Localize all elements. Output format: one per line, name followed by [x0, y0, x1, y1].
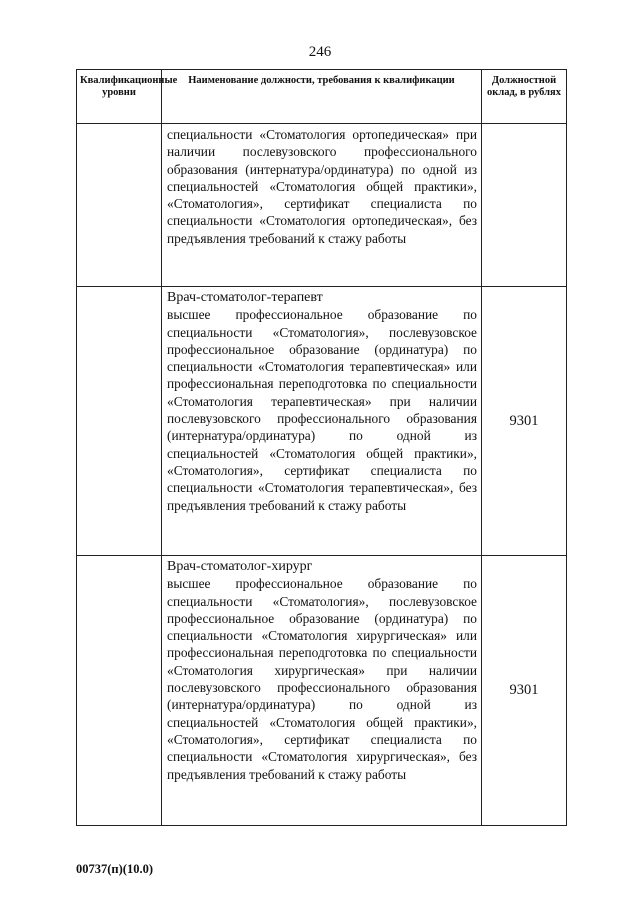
position-title: Врач-стоматолог-хирург [167, 559, 313, 574]
requirements-cell [162, 124, 482, 287]
requirements-text: специальности «Стоматология ортопедическая» при наличии послевузовского профессионального образования (интернатура/ординатура) по одной из специальностей «Стоматология общей практики», «Стоматология», сертификат специалиста по специальности «Стоматология ортопедическая», без предъявления требований к стажу работы [167, 127, 477, 246]
qualification-table [76, 69, 567, 826]
requirements-text: высшее профессиональное образование по специальности «Стоматология», послевузовское профессиональное образование (ординатура) по специальности «Стоматология хирургическая» или профессиональная переподготовка по специальности «Стоматология хирургическая» при наличии послевузовского профессионального образования (интернатура/ординатура) по одной из специальностей «Стоматология общей практики», «Стоматология», сертификат специалиста по специальности «Стоматология хирургическая», без предъявления требований к стажу работы [167, 576, 477, 782]
table-row [77, 124, 567, 287]
header-position: Наименование должности, требования к квалификации [162, 70, 482, 124]
salary-cell [482, 124, 567, 287]
table-row [77, 556, 567, 826]
position-title: Врач-стоматолог-терапевт [167, 290, 323, 305]
salary-cell: 9301 [482, 287, 567, 556]
header-level: Квалификационные уровни [77, 70, 162, 124]
level-cell [77, 287, 162, 556]
salary-cell: 9301 [482, 556, 567, 826]
table-row [77, 287, 567, 556]
document-code: 00737(п)(10.0) [76, 862, 153, 876]
page-number: 246 [308, 44, 332, 60]
requirements-cell [162, 556, 482, 826]
table-header-row [77, 70, 567, 124]
requirements-text: высшее профессиональное образование по специальности «Стоматология», послевузовское профессиональное образование (ординатура) по специальности «Стоматология терапевтическая» или профессиональная переподготовка по специальности «Стоматология терапевтическая» при наличии послевузовского профессионального образования (интернатура/ординатура) по одной из специальностей «Стоматология общей практики», «Стоматология», сертификат специалиста по специальности «Стоматология терапевтическая», без предъявления требований к стажу работы [167, 307, 477, 513]
header-salary: Должностной оклад, в рублях [482, 70, 567, 124]
level-cell [77, 124, 162, 287]
requirements-cell [162, 287, 482, 556]
level-cell [77, 556, 162, 826]
